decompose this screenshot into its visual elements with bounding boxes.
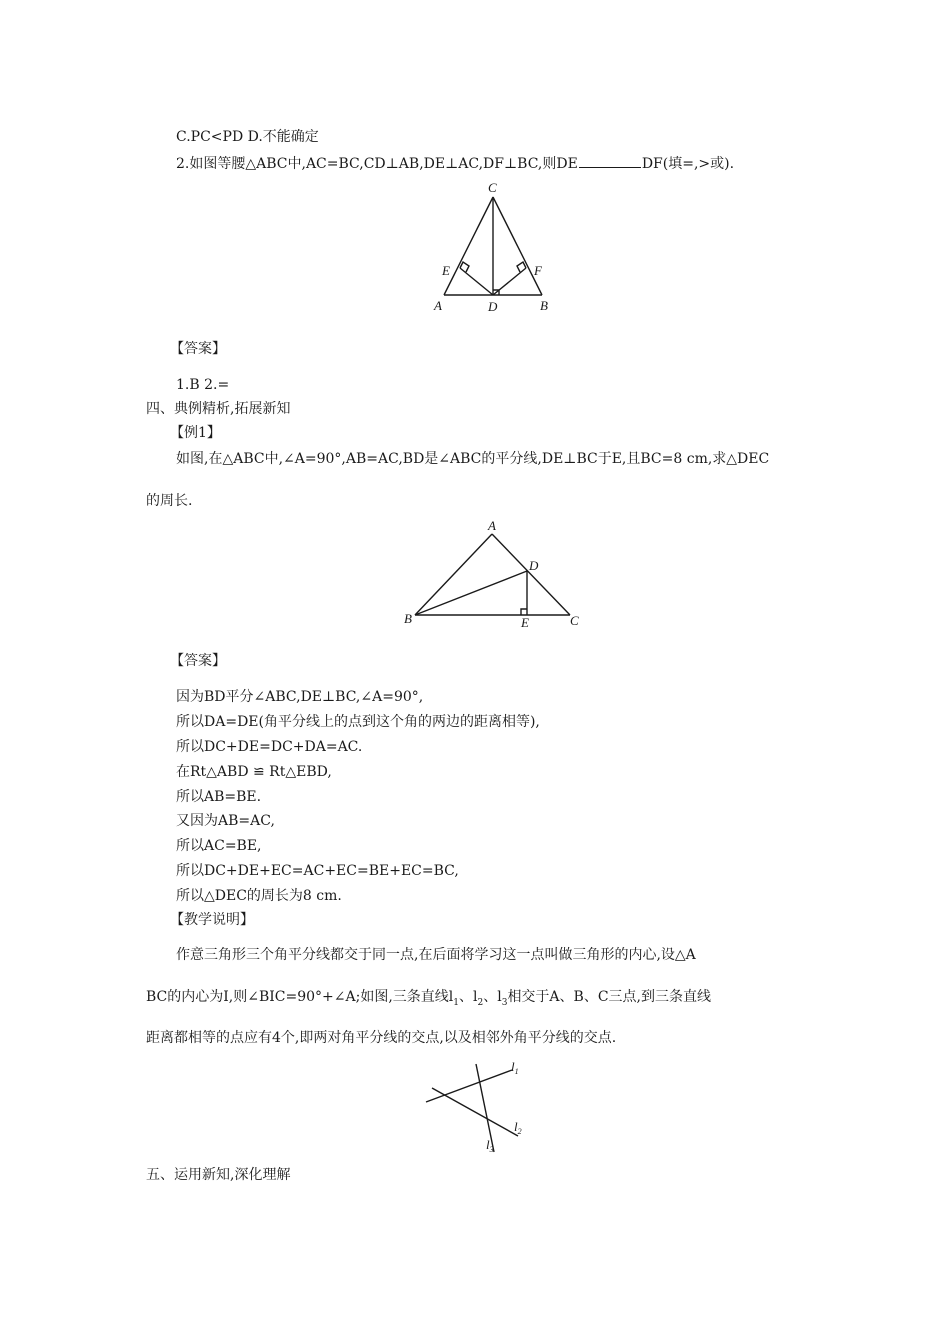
answer-line: 因为BD平分∠ABC,DE⊥BC,∠A=90°, <box>176 689 424 705</box>
section-5-heading: 五、运用新知,深化理解 <box>146 1167 291 1183</box>
l1-letter: l <box>511 1059 515 1074</box>
q2-text-after: DF(填=,>或). <box>641 156 735 172</box>
l1-label <box>511 1059 519 1076</box>
label-C: C <box>488 180 497 195</box>
answer-line: 所以△DEC的周长为8 cm. <box>176 888 342 904</box>
answer-line: 又因为AB=AC, <box>176 813 275 829</box>
answer-line: 所以DC+DE=DC+DA=AC. <box>176 739 363 755</box>
label-D: D <box>529 558 539 573</box>
teaching-note-line1: 作意三角形三个角平分线都交于同一点,在后面将学习这一点叫做三角形的内心,设△A <box>176 947 696 963</box>
label-C: C <box>570 613 579 628</box>
example-1-line2: 的周长. <box>146 493 193 509</box>
l2-label <box>514 1119 522 1136</box>
teaching-note-line2-b: 、l <box>459 989 478 1005</box>
l1-subscript: 1 <box>514 1067 519 1076</box>
teaching-note-line2 <box>146 988 711 1012</box>
l3-label <box>486 1137 494 1154</box>
answer-line: 所以AC=BE, <box>176 838 262 854</box>
subscript: 2 <box>477 997 484 1008</box>
label-D: D <box>488 299 498 314</box>
label-A: A <box>488 518 496 533</box>
isosceles-triangle-figure <box>430 180 560 315</box>
answer-heading-1: 【答案】 <box>170 341 226 357</box>
answer-heading-2: 【答案】 <box>170 653 226 669</box>
label-F: F <box>534 263 542 278</box>
answer-blank <box>579 154 641 168</box>
q2-text-before: 2.如图等腰△ABC中,AC=BC,CD⊥AB,DE⊥AC,DF⊥BC,则DE <box>176 156 578 172</box>
answer-line: 所以DA=DE(角平分线上的点到这个角的两边的距离相等), <box>176 714 540 730</box>
label-B: B <box>404 611 412 626</box>
l3-letter: l <box>486 1137 490 1152</box>
teaching-note-line2-c: 、l <box>483 989 502 1005</box>
l2-letter: l <box>514 1119 518 1134</box>
subscript: 1 <box>453 997 459 1008</box>
answer-line: 所以DC+DE+EC=AC+EC=BE+EC=BC, <box>176 863 459 879</box>
teaching-note-line3: 距离都相等的点应有4个,即两对角平分线的交点,以及相邻外角平分线的交点. <box>146 1030 617 1046</box>
three-lines-figure <box>420 1058 530 1158</box>
teaching-note-line2-d: 相交于A、B、C三点,到三条直线 <box>507 989 711 1005</box>
subscript: 3 <box>501 997 508 1008</box>
label-E: E <box>521 615 529 630</box>
teaching-note-line2-a: BC的内心为I,则∠BIC=90°+∠A;如图,三条直线l <box>146 989 454 1005</box>
label-B: B <box>540 298 548 313</box>
right-triangle-figure <box>400 515 590 630</box>
q2-text <box>176 154 734 173</box>
label-A: A <box>434 298 442 313</box>
example-1-heading: 【例1】 <box>170 425 221 441</box>
q1-options: C.PC<PD D.不能确定 <box>176 129 319 145</box>
answer-1-text: 1.B 2.= <box>176 377 230 393</box>
l2-subscript: 2 <box>517 1127 522 1136</box>
answer-line: 所以AB=BE. <box>176 789 262 805</box>
example-1-line1: 如图,在△ABC中,∠A=90°,AB=AC,BD是∠ABC的平分线,DE⊥BC于E,且BC=8 cm,求△DEC <box>176 451 770 467</box>
answer-line: 在Rt△ABD ≌ Rt△EBD, <box>176 764 332 780</box>
l3-subscript: 3 <box>489 1145 494 1154</box>
label-E: E <box>442 263 450 278</box>
teaching-note-heading: 【教学说明】 <box>170 912 254 928</box>
section-4-heading: 四、典例精析,拓展新知 <box>146 401 291 417</box>
